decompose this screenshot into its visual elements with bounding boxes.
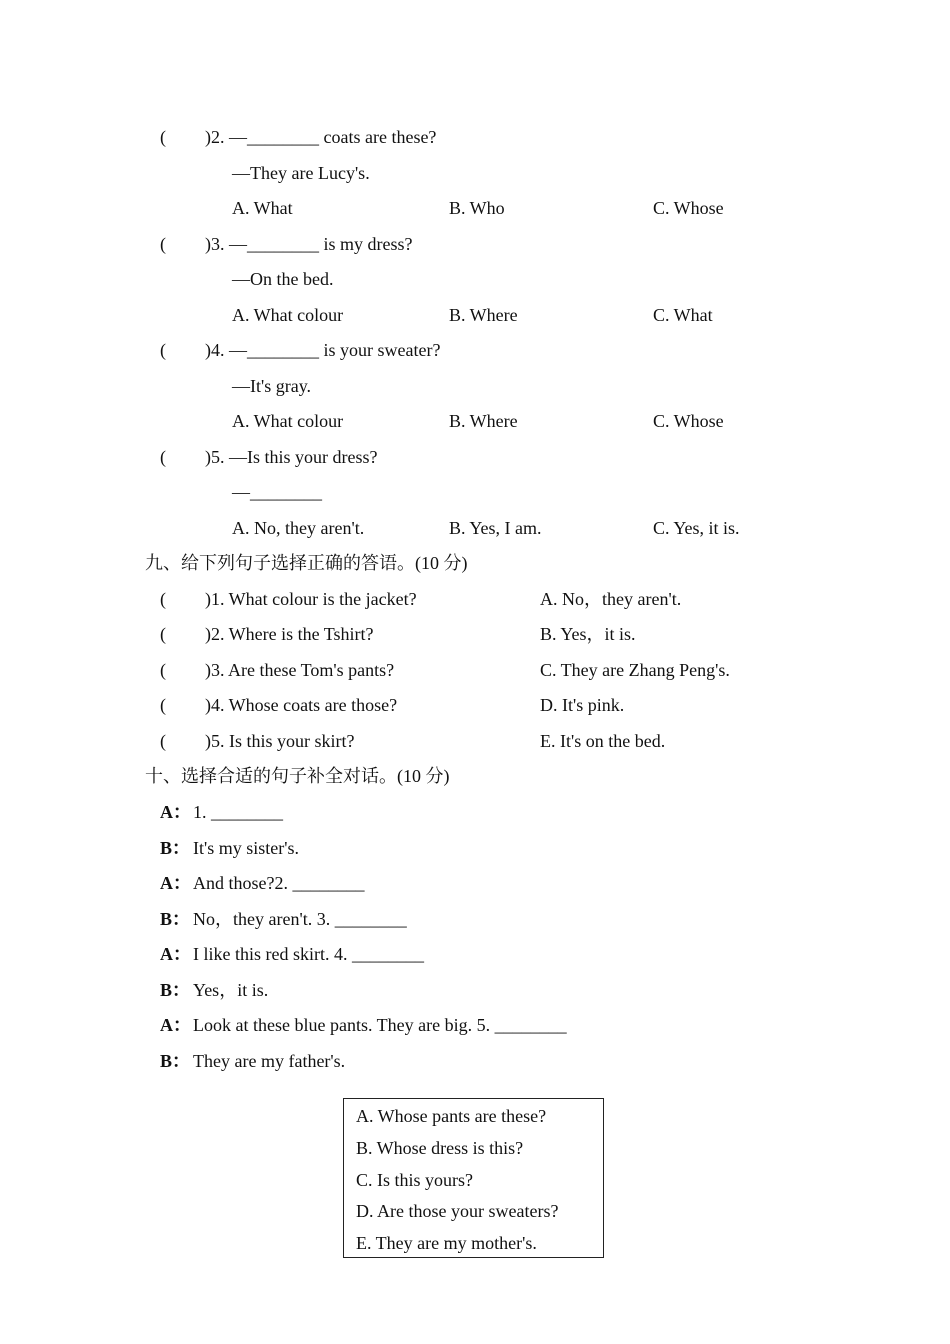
speaker-label: B： [160, 980, 191, 1000]
match-question: )1. What colour is the jacket? [205, 589, 417, 609]
option-a: A. What colour [232, 411, 344, 431]
reply-text: —It's gray. [232, 376, 312, 396]
answer-paren: ( [160, 234, 166, 254]
option-a: A. What colour [232, 305, 344, 325]
speaker-label: B： [160, 1051, 191, 1071]
match-question: )5. Is this your skirt? [205, 731, 355, 751]
option-b: B. Where [449, 305, 518, 325]
option-a: A. What [232, 198, 293, 218]
answer-paren: ( [160, 731, 166, 751]
option-item: D. Are those your sweaters? [356, 1201, 559, 1221]
speaker-label: B： [160, 909, 191, 929]
question-text: )4. —________ is your sweater? [205, 340, 441, 360]
option-a: A. No, they aren't. [232, 518, 365, 538]
answer-paren: ( [160, 695, 166, 715]
answer-paren: ( [160, 340, 166, 360]
section-title: 十、选择合适的句子补全对话。(10 分) [145, 766, 450, 786]
match-answer: B. Yes，it is. [540, 624, 636, 644]
match-answer: C. They are Zhang Peng's. [540, 660, 730, 680]
option-c: C. Whose [653, 198, 724, 218]
option-item: C. Is this yours? [356, 1170, 473, 1190]
answer-paren: ( [160, 127, 166, 147]
option-item: E. They are my mother's. [356, 1233, 537, 1253]
option-b: B. Who [449, 198, 505, 218]
section-title: 九、给下列句子选择正确的答语。(10 分) [145, 553, 468, 573]
speaker-label: B： [160, 838, 191, 858]
question-text: )5. —Is this your dress? [205, 447, 378, 467]
option-b: B. Yes, I am. [449, 518, 542, 538]
question-text: )2. —________ coats are these? [205, 127, 437, 147]
speaker-label: A： [160, 802, 191, 822]
option-item: A. Whose pants are these? [356, 1106, 547, 1126]
question-text: )3. —________ is my dress? [205, 234, 413, 254]
reply-text: —They are Lucy's. [232, 163, 370, 183]
match-question: )3. Are these Tom's pants? [205, 660, 395, 680]
options-box [343, 1098, 604, 1258]
dialogue-line: I like this red skirt. 4. ________ [193, 944, 424, 964]
match-answer: E. It's on the bed. [540, 731, 666, 751]
dialogue-line: It's my sister's. [193, 838, 299, 858]
option-c: C. Whose [653, 411, 724, 431]
option-item: B. Whose dress is this? [356, 1138, 524, 1158]
answer-paren: ( [160, 624, 166, 644]
match-question: )2. Where is the Tshirt? [205, 624, 374, 644]
reply-text: —On the bed. [232, 269, 334, 289]
dialogue-line: No，they aren't. 3. ________ [193, 909, 407, 929]
answer-paren: ( [160, 660, 166, 680]
match-answer: D. It's pink. [540, 695, 625, 715]
answer-paren: ( [160, 589, 166, 609]
dialogue-line: Yes，it is. [193, 980, 269, 1000]
option-c: C. Yes, it is. [653, 518, 740, 538]
option-c: C. What [653, 305, 713, 325]
dialogue-line: And those?2. ________ [193, 873, 365, 893]
dialogue-line: They are my father's. [193, 1051, 346, 1071]
answer-paren: ( [160, 447, 166, 467]
match-answer: A. No，they aren't. [540, 589, 682, 609]
dialogue-line: 1. ________ [193, 802, 283, 822]
speaker-label: A： [160, 1015, 191, 1035]
option-b: B. Where [449, 411, 518, 431]
speaker-label: A： [160, 873, 191, 893]
dialogue-line: Look at these blue pants. They are big. 5. ________ [193, 1015, 567, 1035]
reply-text: —________ [232, 482, 322, 502]
speaker-label: A： [160, 944, 191, 964]
match-question: )4. Whose coats are those? [205, 695, 398, 715]
